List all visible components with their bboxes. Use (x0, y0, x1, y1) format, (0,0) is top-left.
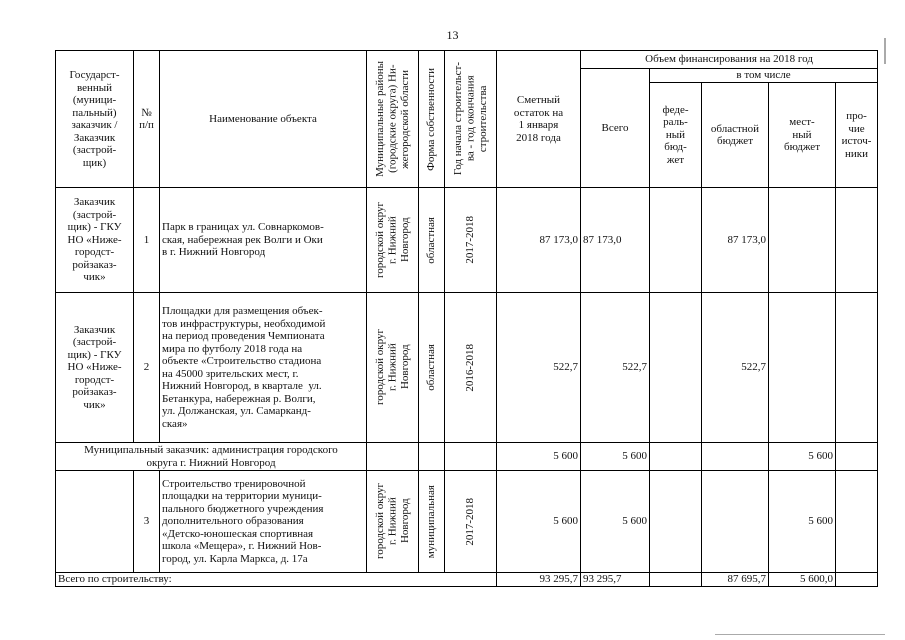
row-total: 522,7 (581, 293, 650, 443)
row-years-text: 2017-2018 (464, 497, 477, 546)
municipal-total: 5 600 (581, 443, 650, 471)
row-total: 87 173,0 (581, 188, 650, 293)
row-ownership (419, 293, 445, 443)
header-district (367, 51, 419, 188)
row-district (367, 188, 419, 293)
row-regional (702, 471, 769, 573)
municipal-customer-row (56, 443, 878, 471)
row-regional: 87 173,0 (702, 188, 769, 293)
row-local: 5 600 (769, 471, 836, 573)
scan-artifact (884, 38, 886, 64)
municipal-local: 5 600 (769, 443, 836, 471)
header-balance: Сметный остаток на 1 января 2018 года (497, 51, 581, 188)
row-district-text: городской округ г. Нижний Новгород (373, 329, 411, 406)
header-years-text: Год начала строительст- ва - год окончания строительства (451, 62, 489, 176)
row-years (445, 188, 497, 293)
row-district (367, 293, 419, 443)
row-ownership (419, 471, 445, 573)
row-federal (650, 471, 702, 573)
header-local: мест- ный бюджет (769, 83, 836, 188)
row-number: 2 (134, 293, 160, 443)
header-number: № п/п (134, 51, 160, 188)
empty-cell (367, 443, 419, 471)
totals-balance: 93 295,7 (497, 573, 581, 587)
totals-other (836, 573, 878, 587)
header-district-text: Муниципальные районы (городские округа) Ни- жегородской области (373, 61, 411, 177)
header-object-name: Наименование объекта (160, 51, 367, 188)
row-object-name: Площадки для размещения объек- тов инфраструктуры, необходимой на период проведения Чемпионата мира по футболу 2018 года на объекте «Строительство стадиона на 45000 зрительских мест, г. Нижний Новгород, в квартале ул. Бетанкура, набережная р. Волги, ул. Должанская, ул. Самарканд- ская» (160, 293, 367, 443)
row-other (836, 471, 878, 573)
row-federal (650, 188, 702, 293)
empty-cell (836, 443, 878, 471)
row-balance: 87 173,0 (497, 188, 581, 293)
row-years-text: 2016-2018 (464, 343, 477, 392)
totals-row (56, 573, 878, 587)
row-years-text: 2017-2018 (464, 216, 477, 264)
row-number: 3 (134, 471, 160, 573)
table-row (56, 293, 878, 443)
totals-regional: 87 695,7 (702, 573, 769, 587)
row-customer (56, 471, 134, 573)
empty-cell (702, 443, 769, 471)
row-object-name: Строительство тренировочной площадки на территории муници- пального бюджетного учреждения дополнительного образования «Детско-юношеская спортивная школа «Мещера», г. Нижний Нов- город, ул. Карла Маркса, д. 17а (160, 471, 367, 573)
header-total: Всего (581, 69, 650, 188)
row-years (445, 293, 497, 443)
row-object-name: Парк в границах ул. Совнаркомов- ская, набережная рек Волги и Оки в г. Нижний Новгород (160, 188, 367, 293)
row-federal (650, 293, 702, 443)
empty-cell (650, 443, 702, 471)
totals-total: 93 295,7 (581, 573, 650, 587)
totals-label: Всего по строительству: (56, 573, 497, 587)
table-row (56, 188, 878, 293)
row-ownership (419, 188, 445, 293)
row-customer: Заказчик (застрой- щик) - ГКУ НО «Ниже- городст- ройзаказ- чик» (56, 293, 134, 443)
header-years (445, 51, 497, 188)
financing-table (55, 50, 878, 587)
row-balance: 5 600 (497, 471, 581, 573)
totals-federal (650, 573, 702, 587)
header-funding-group: Объем финансирования на 2018 год (581, 51, 878, 69)
row-customer: Заказчик (застрой- щик) - ГКУ НО «Ниже- городст- ройзаказ- чик» (56, 188, 134, 293)
page-number: 13 (446, 28, 459, 42)
header-including: в том числе (650, 69, 878, 83)
row-ownership-text: областная (425, 216, 438, 264)
row-number: 1 (134, 188, 160, 293)
header-regional: областной бюджет (702, 83, 769, 188)
row-local (769, 293, 836, 443)
table-row (56, 471, 878, 573)
scan-artifact (715, 634, 885, 635)
municipal-balance: 5 600 (497, 443, 581, 471)
row-district-text: городской округ г. Нижний Новгород (373, 483, 411, 560)
row-local (769, 188, 836, 293)
row-regional: 522,7 (702, 293, 769, 443)
row-balance: 522,7 (497, 293, 581, 443)
row-district-text: городской округ г. Нижний Новгород (373, 201, 411, 279)
header-federal: феде- раль- ный бюд- жет (650, 83, 702, 188)
row-ownership-text: областная (425, 344, 438, 391)
empty-cell (445, 443, 497, 471)
row-other (836, 188, 878, 293)
header-ownership (419, 51, 445, 188)
empty-cell (419, 443, 445, 471)
row-total: 5 600 (581, 471, 650, 573)
row-district (367, 471, 419, 573)
municipal-customer-label: Муниципальный заказчик: администрация городского округа г. Нижний Новгород (56, 443, 367, 471)
header-other: про- чие источ- ники (836, 83, 878, 188)
row-ownership-text: муниципальная (425, 484, 438, 559)
header-ownership-text: Форма собственности (425, 67, 438, 171)
row-other (836, 293, 878, 443)
header-customer: Государст- венный (муници- пальный) заказчик / Заказчик (застрой- щик) (56, 51, 134, 188)
totals-local: 5 600,0 (769, 573, 836, 587)
row-years (445, 471, 497, 573)
